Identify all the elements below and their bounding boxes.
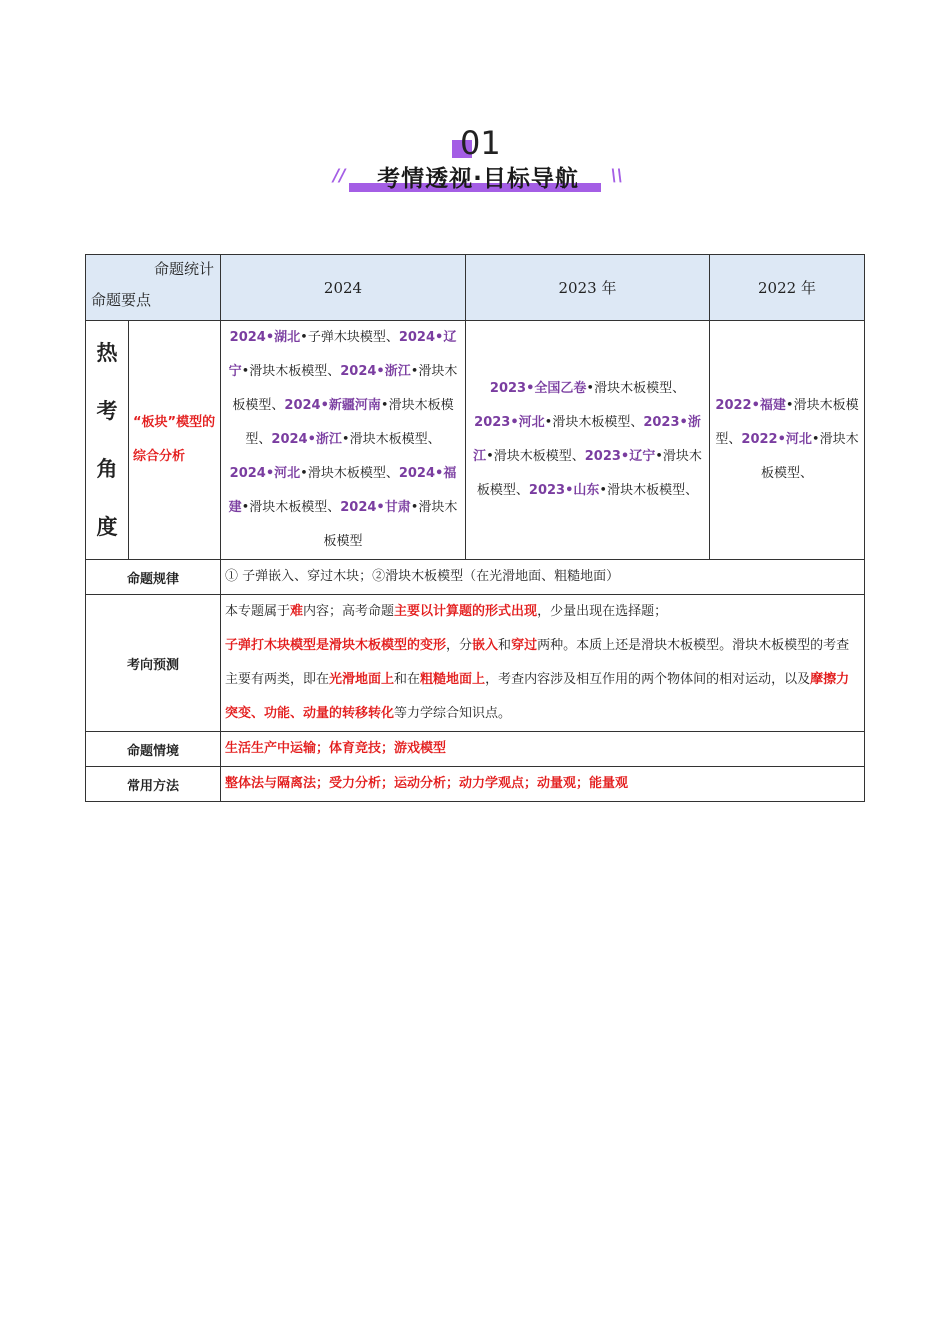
exam-model: •滑块木板模型 xyxy=(323,500,458,549)
exam-analysis-table xyxy=(85,254,865,802)
exam-model: •滑块木板模型、 xyxy=(760,432,859,481)
cell-2024 xyxy=(221,321,466,560)
forecast-seg: ，考查内容涉及相互作用的两个物体间的相对运动，以及 xyxy=(485,672,811,687)
exam-model: •滑块木板模型、 xyxy=(586,381,686,396)
section-header xyxy=(0,118,950,208)
exam-model: •滑块木板模型、 xyxy=(599,483,699,498)
forecast-emph: 难 xyxy=(290,604,304,619)
exam-model: •滑块木板模型、 xyxy=(232,364,458,413)
exam-model: •滑块木板模型、 xyxy=(715,398,859,447)
cell-2022 xyxy=(710,321,865,560)
section-number-text: 01 xyxy=(460,124,501,162)
forecast-seg: 等力学综合知识点。 xyxy=(394,706,512,721)
forecast-seg: 内容；高考命题 xyxy=(303,604,395,619)
method-label: 常用方法 xyxy=(86,767,221,802)
section-title-text: 考情透视·目标导航 xyxy=(377,166,579,192)
forecast-line-2 xyxy=(225,629,860,731)
table-header-row xyxy=(86,255,865,321)
exam-tag: 2023•河北 xyxy=(474,415,545,430)
exam-tag: 2024•河北 xyxy=(229,466,301,481)
rule-row xyxy=(86,560,865,595)
hot-char: 热 xyxy=(96,341,118,365)
exam-tag: 2023•辽宁 xyxy=(584,449,656,464)
forecast-line-1 xyxy=(225,595,860,629)
hot-topic-row xyxy=(86,321,865,560)
forecast-emph: 嵌入 xyxy=(472,638,499,653)
exam-model: •滑块木板模型、 xyxy=(341,432,441,447)
forecast-emph: 子弹打木块模型是滑块木板模型的变形 xyxy=(225,638,447,653)
forecast-emph: 粗糙地面上 xyxy=(420,672,486,687)
exam-tag: 2024•浙江 xyxy=(271,432,342,447)
hot-char: 角 xyxy=(96,457,118,481)
cell-2023 xyxy=(466,321,710,560)
context-text: 生活生产中运输；体育竞技；游戏模型 xyxy=(221,732,865,767)
section-title xyxy=(333,162,623,198)
rule-text: ① 子弹嵌入、穿过木块；②滑块木板模型（在光滑地面、粗糙地面） xyxy=(221,560,865,595)
forecast-emph: 主要以计算题的形式出现 xyxy=(394,604,538,619)
exam-model: •子弹木块模型、 xyxy=(300,330,399,345)
exam-model: •滑块木板模型、 xyxy=(241,364,341,379)
forecast-seg: 和在 xyxy=(394,672,421,687)
forecast-emph: 摩擦力突变、功能、动量的转移转化 xyxy=(225,672,850,721)
context-label: 命题情境 xyxy=(86,732,221,767)
exam-tag: 2022•河北 xyxy=(741,432,812,447)
exam-model: •滑块木板模型、 xyxy=(544,415,644,430)
method-text: 整体法与隔离法；受力分析；运动分析；动力学观点；动量观；能量观 xyxy=(221,767,865,802)
exam-tag: 2024•福建 xyxy=(228,466,457,515)
forecast-seg: 两种。本质上还是滑块木板模型。滑块木板模型的考查主要有两类，即在 xyxy=(225,638,850,687)
corner-bottom-label: 命题要点 xyxy=(91,291,152,309)
forecast-seg: 和 xyxy=(498,638,512,653)
year-header-2022: 2022 年 xyxy=(710,255,865,321)
forecast-text xyxy=(221,595,865,732)
exam-tag: 2023•全国乙卷 xyxy=(489,381,587,396)
forecast-seg: ，分 xyxy=(446,638,473,653)
exam-tag: 2023•浙江 xyxy=(473,415,701,464)
exam-model: •滑块木板模型、 xyxy=(300,466,399,481)
exam-tag: 2024•新疆河南 xyxy=(284,398,381,413)
slash-deco-right-icon: \\ xyxy=(610,166,623,186)
exam-tag: 2024•甘肃 xyxy=(340,500,411,515)
rule-label: 命题规律 xyxy=(86,560,221,595)
section-number xyxy=(452,124,512,162)
exam-tag: 2024•辽宁 xyxy=(228,330,457,379)
forecast-row xyxy=(86,595,865,732)
exam-tag: 2023•山东 xyxy=(528,483,600,498)
method-row xyxy=(86,767,865,802)
exam-tag: 2022•福建 xyxy=(715,398,786,413)
header-corner-cell xyxy=(86,255,221,321)
topic-label: “板块”模型的综合分析 xyxy=(129,321,221,560)
slash-deco-left-icon: // xyxy=(333,166,346,186)
exam-model: •滑块木板模型、 xyxy=(245,398,454,447)
exam-tag: 2024•湖北 xyxy=(229,330,301,345)
year-header-2023: 2023 年 xyxy=(466,255,710,321)
forecast-emph: 光滑地面上 xyxy=(329,672,395,687)
hot-angle-label xyxy=(86,321,129,560)
forecast-seg: 本专题属于 xyxy=(225,604,291,619)
forecast-label: 考向预测 xyxy=(86,595,221,732)
year-header-2024: 2024 xyxy=(221,255,466,321)
exam-tag: 2024•浙江 xyxy=(340,364,411,379)
context-row xyxy=(86,732,865,767)
corner-top-label: 命题统计 xyxy=(153,260,214,278)
hot-char: 度 xyxy=(96,515,118,539)
forecast-emph: 穿过 xyxy=(511,638,538,653)
exam-model: •滑块木板模型、 xyxy=(486,449,585,464)
exam-model: •滑块木板模型、 xyxy=(241,500,341,515)
hot-char: 考 xyxy=(96,399,118,423)
exam-model: •滑块木板模型、 xyxy=(476,449,702,498)
forecast-seg: ，少量出现在选择题； xyxy=(537,604,668,619)
